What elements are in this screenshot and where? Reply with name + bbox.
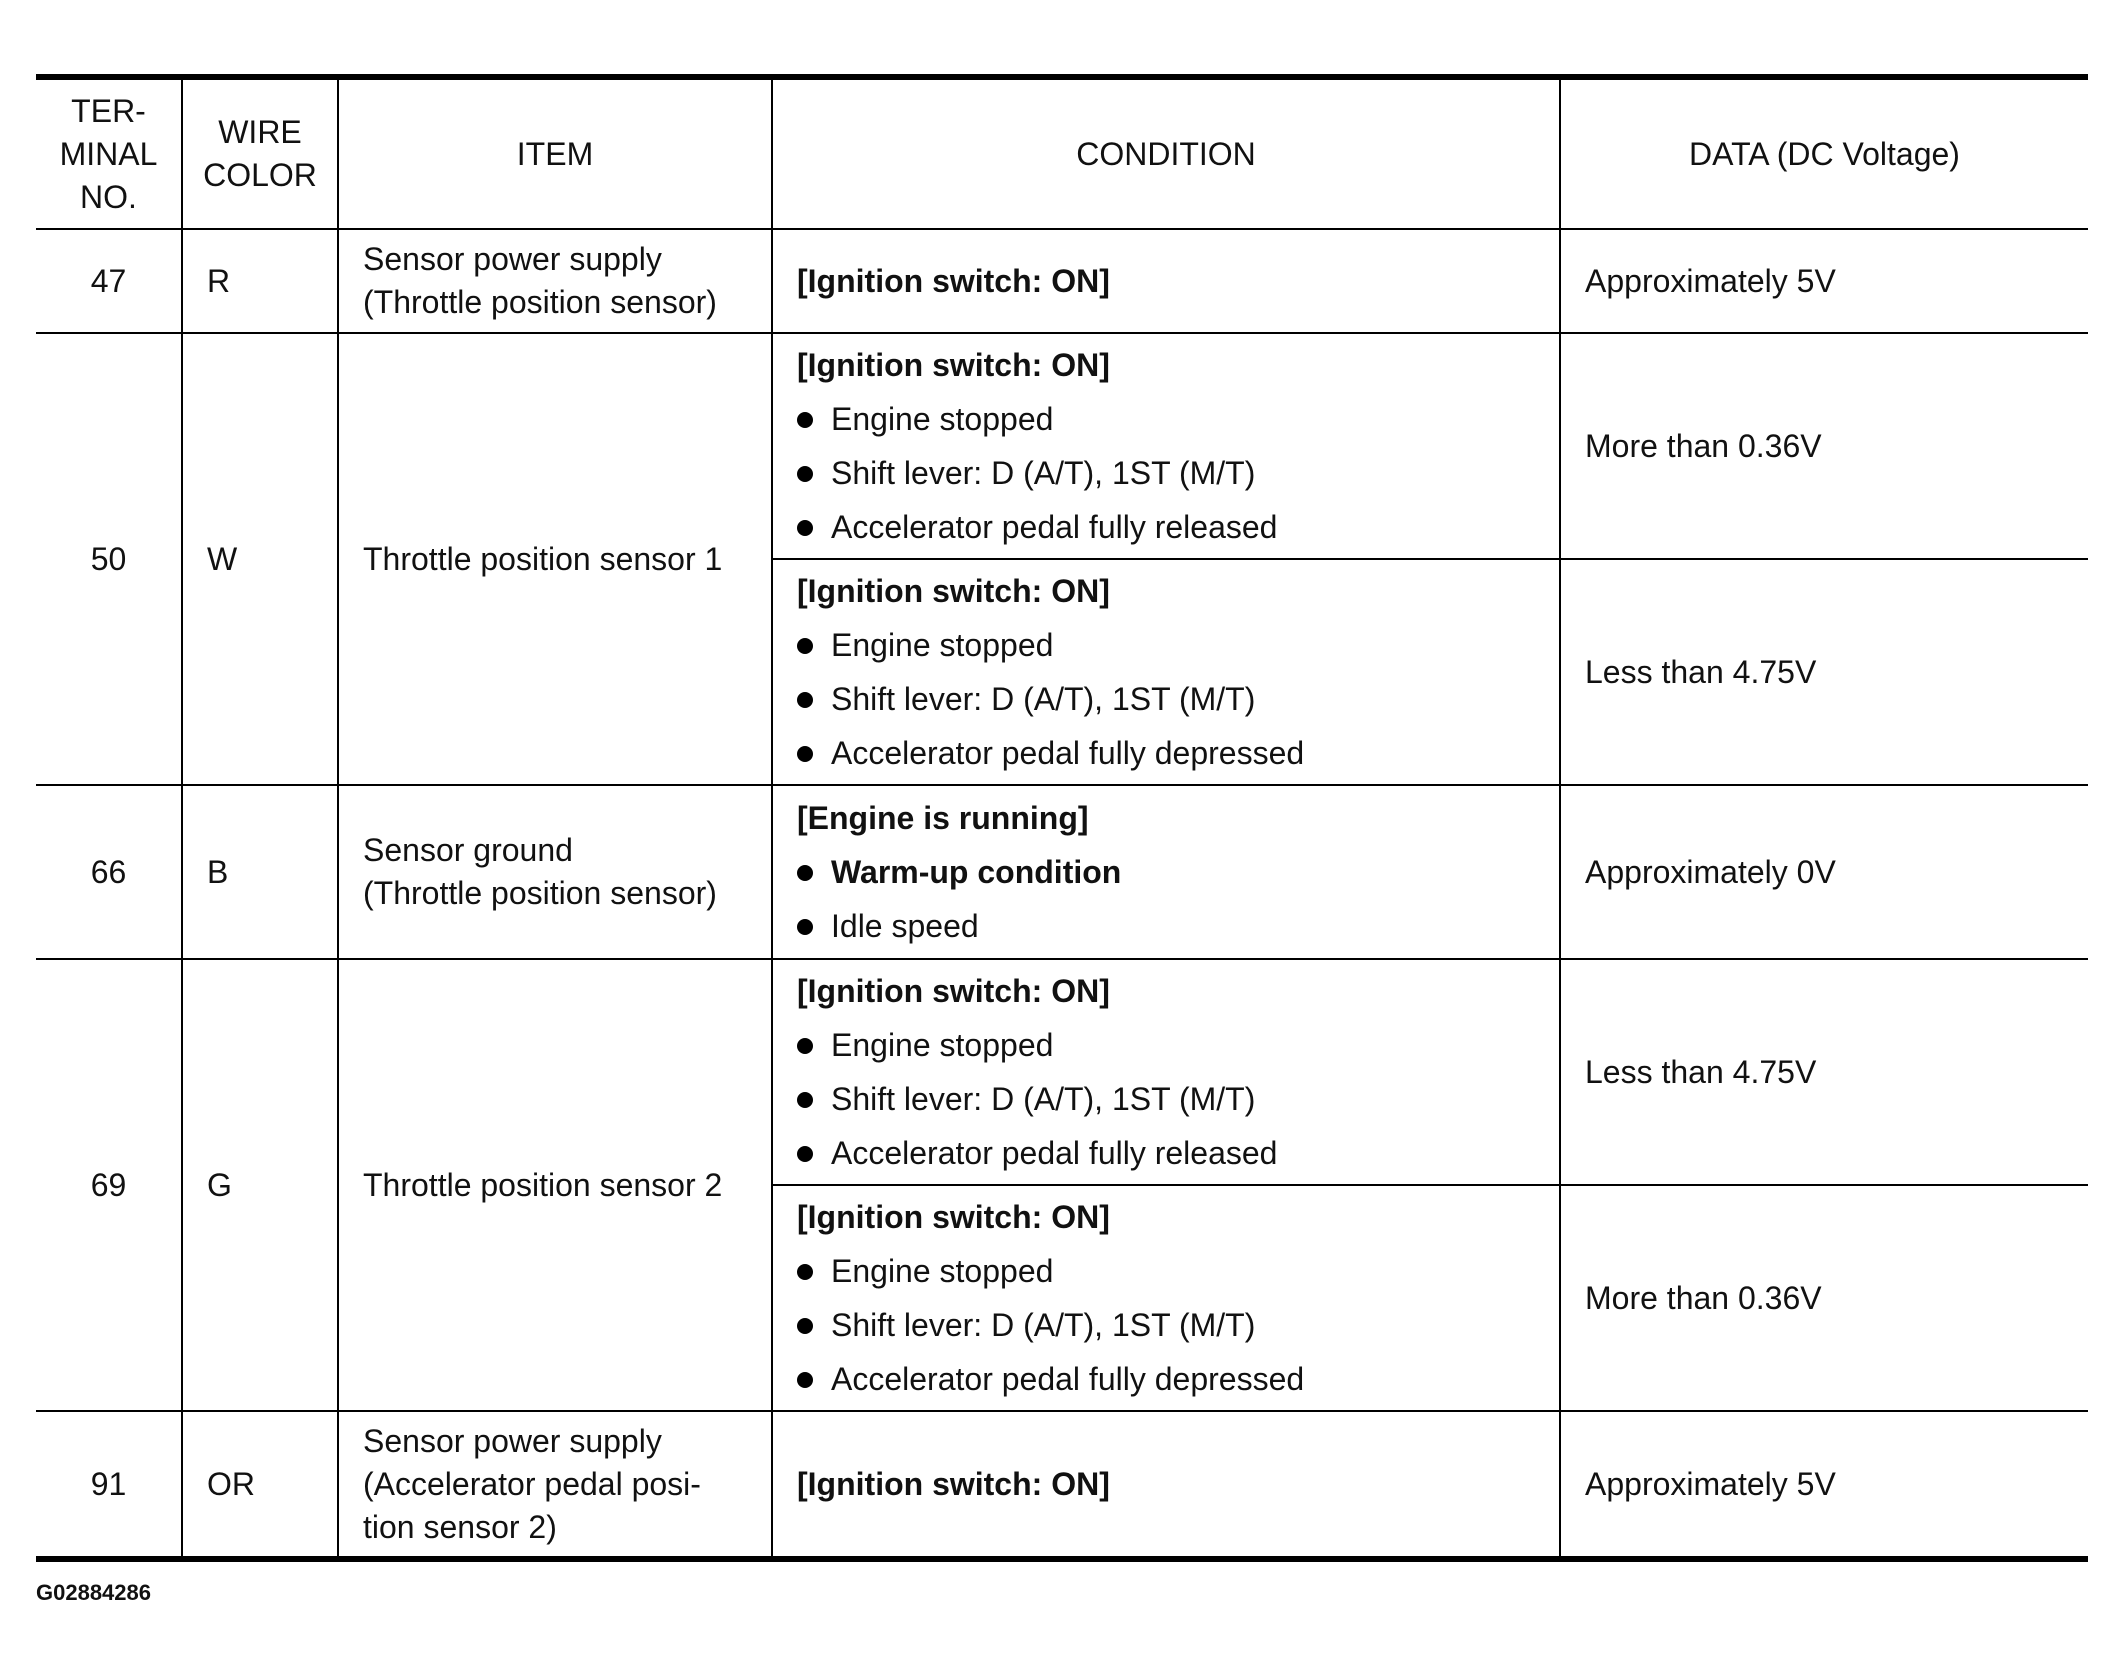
condition-cell	[772, 959, 1560, 1185]
item-line: (Accelerator pedal posi-	[363, 1465, 701, 1502]
condition-bullet: Warm-up condition	[797, 845, 1535, 899]
bullet-icon	[797, 1264, 813, 1280]
item-line: Sensor power supply	[363, 1422, 662, 1459]
data-value: Less than 4.75V	[1560, 959, 2088, 1185]
condition-cell	[772, 1411, 1560, 1559]
condition-cell	[772, 785, 1560, 959]
condition-cell	[772, 229, 1560, 333]
item-line: Sensor ground	[363, 832, 573, 868]
condition-bullet: Shift lever: D (A/T), 1ST (M/T)	[797, 446, 1535, 500]
ecm-terminal-table-sheet	[36, 74, 2088, 1562]
bullet-icon	[797, 1318, 813, 1334]
item-cell	[338, 959, 772, 1411]
wire-color: R	[182, 229, 338, 333]
data-value: Approximately 5V	[1560, 1411, 2088, 1559]
bullet-icon	[797, 1092, 813, 1108]
bullet-icon	[797, 638, 813, 654]
condition-bullet: Engine stopped	[797, 618, 1535, 672]
data-value: Approximately 5V	[1560, 229, 2088, 333]
bullet-icon	[797, 412, 813, 428]
header-item: ITEM	[338, 77, 772, 229]
condition-bullet: Shift lever: D (A/T), 1ST (M/T)	[797, 672, 1535, 726]
condition-title: [Engine is running]	[797, 800, 1089, 836]
condition-bullet: Accelerator pedal fully released	[797, 1126, 1535, 1180]
bullet-icon	[797, 746, 813, 762]
table-row	[36, 229, 2088, 333]
wire-color: G	[182, 959, 338, 1411]
header-data: DATA (DC Voltage)	[1560, 77, 2088, 229]
item-line: (Throttle position sensor)	[363, 875, 717, 911]
header-condition: CONDITION	[772, 77, 1560, 229]
wire-color: W	[182, 333, 338, 785]
wire-color: B	[182, 785, 338, 959]
item-cell	[338, 229, 772, 333]
condition-bullet: Accelerator pedal fully depressed	[797, 1352, 1535, 1406]
condition-title: [Ignition switch: ON]	[797, 347, 1110, 383]
condition-bullet: Engine stopped	[797, 1018, 1535, 1072]
data-value: Approximately 0V	[1560, 785, 2088, 959]
data-value: More than 0.36V	[1560, 333, 2088, 559]
table-row	[36, 785, 2088, 959]
condition-cell	[772, 333, 1560, 559]
item-cell	[338, 1411, 772, 1559]
condition-bullet: Accelerator pedal fully depressed	[797, 726, 1535, 780]
table-row	[36, 959, 2088, 1185]
condition-title: [Ignition switch: ON]	[797, 1466, 1110, 1502]
condition-bullet: Idle speed	[797, 899, 1535, 953]
condition-bullet: Shift lever: D (A/T), 1ST (M/T)	[797, 1298, 1535, 1352]
condition-title: [Ignition switch: ON]	[797, 263, 1110, 299]
item-line: Sensor power supply	[363, 241, 662, 277]
item-cell	[338, 333, 772, 785]
header-terminal-no: TER- MINAL NO.	[36, 77, 182, 229]
table-row	[36, 1411, 2088, 1559]
item-line: (Throttle position sensor)	[363, 284, 717, 320]
condition-cell	[772, 559, 1560, 785]
condition-bullet: Shift lever: D (A/T), 1ST (M/T)	[797, 1072, 1535, 1126]
bullet-icon	[797, 865, 813, 881]
bullet-icon	[797, 692, 813, 708]
item-cell	[338, 785, 772, 959]
data-value: Less than 4.75V	[1560, 559, 2088, 785]
figure-id: G02884286	[36, 1580, 151, 1605]
item-line: Throttle position sensor 1	[363, 540, 723, 577]
terminal-number: 91	[36, 1411, 182, 1559]
terminal-number: 69	[36, 959, 182, 1411]
ecm-terminal-table	[36, 74, 2088, 1562]
bullet-icon	[797, 1038, 813, 1054]
terminal-number: 50	[36, 333, 182, 785]
condition-bullet: Engine stopped	[797, 1244, 1535, 1298]
bullet-icon	[797, 466, 813, 482]
header-row	[36, 77, 2088, 229]
condition-title: [Ignition switch: ON]	[797, 573, 1110, 609]
bullet-icon	[797, 1372, 813, 1388]
condition-title: [Ignition switch: ON]	[797, 973, 1110, 1009]
condition-title: [Ignition switch: ON]	[797, 1199, 1110, 1235]
data-value: More than 0.36V	[1560, 1185, 2088, 1411]
bullet-icon	[797, 919, 813, 935]
bullet-icon	[797, 1146, 813, 1162]
wire-color: OR	[182, 1411, 338, 1559]
item-line: tion sensor 2)	[363, 1508, 557, 1545]
item-line: Throttle position sensor 2	[363, 1166, 723, 1203]
header-wire-color: WIRE COLOR	[182, 77, 338, 229]
condition-bullet: Engine stopped	[797, 392, 1535, 446]
terminal-number: 66	[36, 785, 182, 959]
condition-bullet: Accelerator pedal fully released	[797, 500, 1535, 554]
condition-cell	[772, 1185, 1560, 1411]
table-row	[36, 333, 2088, 559]
bullet-icon	[797, 520, 813, 536]
terminal-number: 47	[36, 229, 182, 333]
